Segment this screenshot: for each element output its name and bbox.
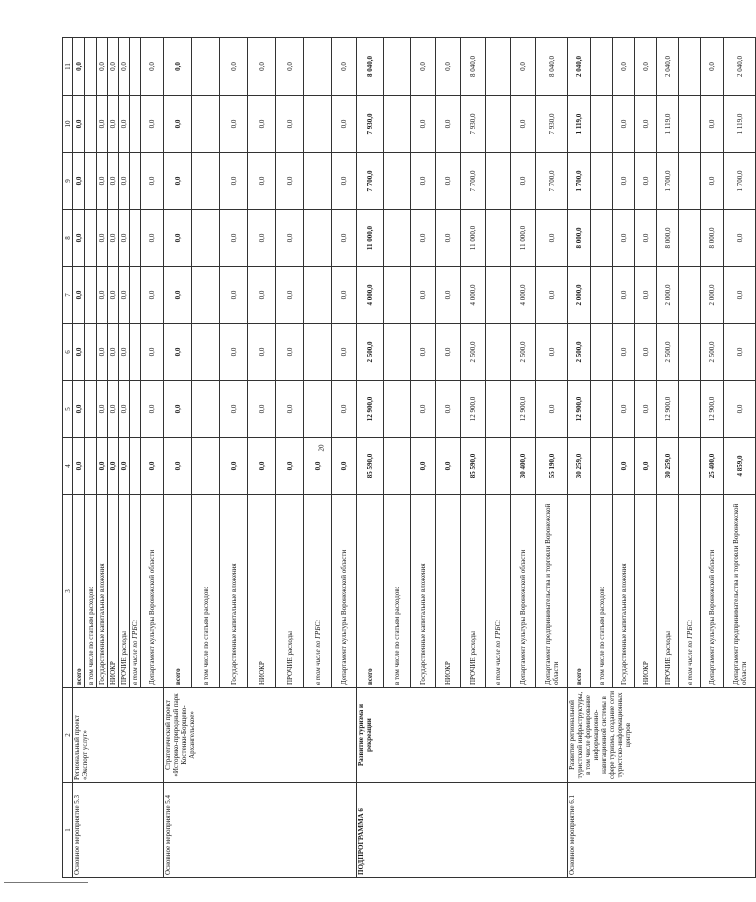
value-cell [304, 153, 332, 210]
table-row [164, 38, 192, 878]
header-cell-11: 11 [63, 38, 73, 96]
value-cell: 2 000,0 [657, 267, 679, 324]
expense-label-cell: НИОКР [635, 495, 657, 688]
value-cell [304, 324, 332, 381]
value-cell: 0,0 [119, 96, 130, 153]
value-cell [192, 153, 220, 210]
value-cell: 0,0 [220, 267, 248, 324]
value-cell: 0,0 [97, 324, 108, 381]
value-cell: 0,0 [141, 438, 164, 495]
value-cell [591, 38, 613, 96]
value-cell: 0,0 [108, 96, 119, 153]
table-row [568, 38, 591, 878]
value-cell: 0,0 [436, 210, 461, 267]
value-cell: 0,0 [332, 96, 357, 153]
value-cell: 2 000,0 [701, 267, 724, 324]
expense-label-cell: ПРОЧИЕ расходы [119, 495, 130, 688]
value-cell: 0,0 [108, 210, 119, 267]
value-cell: 0,0 [248, 38, 276, 96]
value-cell [486, 381, 511, 438]
value-cell: 0,0 [108, 438, 119, 495]
expense-label-cell: всего [164, 495, 192, 688]
budget-table [62, 37, 756, 878]
value-cell: 0,0 [332, 267, 357, 324]
value-cell: 1 700,0 [657, 153, 679, 210]
value-cell: 0,0 [635, 324, 657, 381]
value-cell [486, 438, 511, 495]
value-cell: 0,0 [276, 153, 304, 210]
value-cell: 0,0 [97, 153, 108, 210]
value-cell: 0,0 [220, 153, 248, 210]
header-cell-9: 9 [63, 153, 73, 210]
value-cell [130, 267, 141, 324]
header-cell-6: 6 [63, 324, 73, 381]
value-cell [679, 38, 701, 96]
value-cell: 0,0 [276, 210, 304, 267]
value-cell: 12 900,0 [657, 381, 679, 438]
expense-label-cell: Департамент культуры Воронежской области [701, 495, 724, 688]
value-cell [384, 153, 411, 210]
value-cell: 0,0 [108, 38, 119, 96]
value-cell: 0,0 [248, 210, 276, 267]
value-cell [85, 210, 97, 267]
value-cell [591, 96, 613, 153]
value-cell: 0,0 [411, 438, 436, 495]
expense-label-cell: Государственные капитальные вложения [411, 495, 436, 688]
value-cell: 7 700,0 [536, 153, 568, 210]
value-cell: 0,0 [701, 153, 724, 210]
value-cell [304, 210, 332, 267]
value-cell [192, 38, 220, 96]
value-cell: 0,0 [119, 153, 130, 210]
page-number: 20 [317, 444, 326, 452]
value-cell: 0,0 [164, 267, 192, 324]
value-cell: 0,0 [248, 381, 276, 438]
value-cell: 12 900,0 [701, 381, 724, 438]
value-cell: 0,0 [304, 438, 332, 495]
header-cell-10: 10 [63, 96, 73, 153]
value-cell: 2 000,0 [568, 267, 591, 324]
value-cell [192, 381, 220, 438]
value-cell [304, 267, 332, 324]
value-cell [192, 438, 220, 495]
value-cell: 0,0 [97, 38, 108, 96]
value-cell: 7 930,0 [536, 96, 568, 153]
value-cell [192, 210, 220, 267]
value-cell: 0,0 [220, 438, 248, 495]
value-cell: 0,0 [141, 267, 164, 324]
value-cell: 0,0 [97, 96, 108, 153]
value-cell: 0,0 [436, 153, 461, 210]
table-row [357, 38, 384, 878]
expense-label-cell: всего [568, 495, 591, 688]
value-cell: 0,0 [635, 153, 657, 210]
value-cell: 0,0 [141, 38, 164, 96]
value-cell: 7 700,0 [461, 153, 486, 210]
value-cell: 0,0 [332, 381, 357, 438]
value-cell: 0,0 [332, 210, 357, 267]
value-cell: 0,0 [724, 381, 756, 438]
value-cell: 0,0 [276, 438, 304, 495]
value-cell: 0,0 [635, 210, 657, 267]
value-cell [85, 381, 97, 438]
value-cell: 8 000,0 [657, 210, 679, 267]
value-cell: 0,0 [248, 153, 276, 210]
value-cell [130, 381, 141, 438]
value-cell: 0,0 [613, 38, 635, 96]
value-cell [486, 267, 511, 324]
value-cell: 11 000,0 [511, 210, 536, 267]
value-cell: 0,0 [436, 324, 461, 381]
value-cell: 0,0 [248, 267, 276, 324]
value-cell: 0,0 [613, 324, 635, 381]
value-cell: 0,0 [164, 38, 192, 96]
expense-label-cell: в том числе по статьям расходов: [85, 495, 97, 688]
header-cell-1: 1 [63, 783, 73, 878]
value-cell: 0,0 [119, 267, 130, 324]
value-cell: 2 500,0 [568, 324, 591, 381]
value-cell: 0,0 [119, 210, 130, 267]
value-cell: 0,0 [108, 153, 119, 210]
value-cell [486, 210, 511, 267]
value-cell: 0,0 [108, 381, 119, 438]
value-cell [85, 38, 97, 96]
value-cell [679, 267, 701, 324]
value-cell: 0,0 [276, 96, 304, 153]
value-cell: 30 259,0 [657, 438, 679, 495]
value-cell: 0,0 [332, 324, 357, 381]
value-cell [85, 267, 97, 324]
value-cell: 0,0 [411, 381, 436, 438]
value-cell [85, 96, 97, 153]
value-cell [591, 210, 613, 267]
value-cell: 0,0 [220, 38, 248, 96]
value-cell: 0,0 [119, 438, 130, 495]
value-cell: 0,0 [97, 381, 108, 438]
expense-label-cell: ПРОЧИЕ расходы [657, 495, 679, 688]
value-cell: 8 040,0 [461, 38, 486, 96]
value-cell: 8 000,0 [701, 210, 724, 267]
value-cell [591, 267, 613, 324]
value-cell: 0,0 [73, 210, 85, 267]
value-cell [679, 324, 701, 381]
value-cell: 1 119,0 [657, 96, 679, 153]
value-cell [85, 153, 97, 210]
value-cell: 0,0 [613, 267, 635, 324]
value-cell: 8 040,0 [357, 38, 384, 96]
value-cell [130, 96, 141, 153]
expense-label-cell: всего [357, 495, 384, 688]
value-cell: 0,0 [436, 381, 461, 438]
value-cell [384, 267, 411, 324]
value-cell: 0,0 [141, 324, 164, 381]
value-cell: 0,0 [119, 381, 130, 438]
value-cell: 0,0 [332, 38, 357, 96]
expense-label-cell: всего [73, 495, 85, 688]
value-cell: 0,0 [220, 210, 248, 267]
value-cell: 0,0 [73, 438, 85, 495]
value-cell: 2 040,0 [657, 38, 679, 96]
value-cell [304, 96, 332, 153]
value-cell: 0,0 [511, 96, 536, 153]
value-cell: 0,0 [141, 153, 164, 210]
value-cell: 0,0 [248, 324, 276, 381]
value-cell: 0,0 [119, 38, 130, 96]
expense-label-cell: Государственные капитальные вложения [613, 495, 635, 688]
value-cell: 0,0 [248, 438, 276, 495]
value-cell [486, 324, 511, 381]
value-cell: 0,0 [108, 267, 119, 324]
expense-label-cell: в том числе по ГРБС: [486, 495, 511, 688]
value-cell: 0,0 [276, 38, 304, 96]
value-cell: 0,0 [613, 381, 635, 438]
value-cell: 0,0 [141, 381, 164, 438]
value-cell [192, 96, 220, 153]
header-cell-5: 5 [63, 381, 73, 438]
value-cell: 0,0 [97, 267, 108, 324]
value-cell: 4 000,0 [357, 267, 384, 324]
value-cell [384, 438, 411, 495]
item-code-cell: Основное мероприятие 5.4 [164, 783, 357, 878]
item-code-cell: Основное мероприятие 5.3 [73, 783, 164, 878]
value-cell [486, 38, 511, 96]
value-cell: 1 119,0 [568, 96, 591, 153]
header-cell-3: 3 [63, 495, 73, 688]
value-cell [591, 381, 613, 438]
expense-label-cell: в том числе по ГРБС: [679, 495, 701, 688]
value-cell: 0,0 [332, 153, 357, 210]
expense-label-cell: Департамент предпринимательства и торговли Воронежской области [724, 495, 756, 688]
value-cell: 0,0 [164, 210, 192, 267]
value-cell: 55 190,0 [536, 438, 568, 495]
value-cell: 0,0 [141, 210, 164, 267]
value-cell: 0,0 [276, 381, 304, 438]
expense-label-cell: Департамент предпринимательства и торговли Воронежской области [536, 495, 568, 688]
value-cell: 7 700,0 [357, 153, 384, 210]
value-cell: 8 040,0 [536, 38, 568, 96]
value-cell: 0,0 [536, 210, 568, 267]
value-cell: 30 400,0 [511, 438, 536, 495]
value-cell [304, 38, 332, 96]
value-cell: 0,0 [411, 210, 436, 267]
value-cell: 11 000,0 [357, 210, 384, 267]
expense-label-cell: НИОКР [248, 495, 276, 688]
value-cell: 0,0 [536, 324, 568, 381]
value-cell [130, 210, 141, 267]
value-cell: 4 000,0 [461, 267, 486, 324]
expense-label-cell: ПРОЧИЕ расходы [276, 495, 304, 688]
value-cell: 0,0 [73, 38, 85, 96]
value-cell: 0,0 [73, 153, 85, 210]
value-cell: 0,0 [73, 324, 85, 381]
expense-label-cell: в том числе по статьям расходов: [591, 495, 613, 688]
value-cell: 0,0 [164, 324, 192, 381]
value-cell: 12 900,0 [568, 381, 591, 438]
value-cell [130, 38, 141, 96]
value-cell [591, 153, 613, 210]
value-cell: 2 500,0 [357, 324, 384, 381]
value-cell [591, 438, 613, 495]
value-cell [130, 153, 141, 210]
value-cell: 12 900,0 [511, 381, 536, 438]
value-cell: 0,0 [635, 381, 657, 438]
expense-label-cell: в том числе по статьям расходов: [192, 495, 220, 688]
value-cell: 0,0 [119, 324, 130, 381]
value-cell: 0,0 [511, 38, 536, 96]
expense-label-cell: НИОКР [108, 495, 119, 688]
value-cell: 0,0 [411, 38, 436, 96]
expense-label-cell: Департамент культуры Воронежской области [511, 495, 536, 688]
header-cell-2: 2 [63, 688, 73, 783]
expense-label-cell: Государственные капитальные вложения [97, 495, 108, 688]
value-cell: 12 900,0 [461, 381, 486, 438]
value-cell [130, 324, 141, 381]
value-cell: 0,0 [724, 267, 756, 324]
header-cell-7: 7 [63, 267, 73, 324]
value-cell: 8 000,0 [568, 210, 591, 267]
value-cell: 4 000,0 [511, 267, 536, 324]
value-cell: 0,0 [613, 96, 635, 153]
value-cell: 0,0 [613, 153, 635, 210]
value-cell: 0,0 [635, 438, 657, 495]
value-cell [591, 324, 613, 381]
expense-label-cell: Департамент культуры Воронежской области [141, 495, 164, 688]
value-cell: 0,0 [248, 96, 276, 153]
value-cell: 0,0 [635, 96, 657, 153]
value-cell: 0,0 [164, 381, 192, 438]
item-code-cell: ПОДПРОГРАММА 6 [357, 783, 568, 878]
expense-label-cell: Государственные капитальные вложения [220, 495, 248, 688]
value-cell: 0,0 [73, 381, 85, 438]
value-cell: 11 000,0 [461, 210, 486, 267]
value-cell: 0,0 [332, 438, 357, 495]
value-cell: 0,0 [220, 324, 248, 381]
value-cell [384, 96, 411, 153]
value-cell: 0,0 [276, 267, 304, 324]
header-cell-4: 4 [63, 438, 73, 495]
value-cell: 0,0 [436, 267, 461, 324]
value-cell: 0,0 [141, 96, 164, 153]
value-cell: 2 040,0 [568, 38, 591, 96]
value-cell: 1 700,0 [724, 153, 756, 210]
value-cell: 0,0 [701, 38, 724, 96]
value-cell [85, 438, 97, 495]
table-row [73, 38, 85, 878]
value-cell: 0,0 [536, 267, 568, 324]
value-cell: 0,0 [536, 381, 568, 438]
value-cell: 2 500,0 [657, 324, 679, 381]
value-cell: 0,0 [97, 210, 108, 267]
value-cell: 1 700,0 [568, 153, 591, 210]
value-cell [486, 96, 511, 153]
value-cell: 0,0 [73, 96, 85, 153]
value-cell: 0,0 [73, 267, 85, 324]
value-cell: 2 500,0 [701, 324, 724, 381]
value-cell [384, 38, 411, 96]
value-cell [679, 210, 701, 267]
value-cell: 2 500,0 [461, 324, 486, 381]
value-cell: 0,0 [613, 438, 635, 495]
value-cell: 25 400,0 [701, 438, 724, 495]
value-cell [679, 381, 701, 438]
item-title-cell: Развитие региональной туристской инфраструктуры, в том числе формирование информационно-навигационной системы в сфере туризма, создание сети туристско-информационных центров [568, 688, 756, 783]
value-cell: 0,0 [635, 267, 657, 324]
value-cell [384, 210, 411, 267]
value-cell: 30 259,0 [568, 438, 591, 495]
value-cell [679, 438, 701, 495]
value-cell: 0,0 [164, 438, 192, 495]
header-cell-8: 8 [63, 210, 73, 267]
value-cell: 0,0 [411, 153, 436, 210]
value-cell: 0,0 [411, 324, 436, 381]
value-cell: 0,0 [436, 96, 461, 153]
value-cell [304, 381, 332, 438]
value-cell: 0,0 [220, 381, 248, 438]
value-cell: 85 590,0 [357, 438, 384, 495]
expense-label-cell: НИОКР [436, 495, 461, 688]
rotated-page [62, 38, 748, 878]
value-cell: 0,0 [220, 96, 248, 153]
value-cell: 4 859,0 [724, 438, 756, 495]
value-cell: 0,0 [613, 210, 635, 267]
value-cell: 0,0 [724, 210, 756, 267]
value-cell [384, 381, 411, 438]
value-cell: 0,0 [701, 96, 724, 153]
value-cell [679, 96, 701, 153]
value-cell: 1 119,0 [724, 96, 756, 153]
item-title-cell: Развитие туризма и рекреации [357, 688, 568, 783]
value-cell [486, 153, 511, 210]
value-cell: 7 930,0 [461, 96, 486, 153]
value-cell: 0,0 [724, 324, 756, 381]
header-row [63, 38, 73, 878]
value-cell [679, 153, 701, 210]
value-cell: 0,0 [276, 324, 304, 381]
value-cell: 0,0 [635, 38, 657, 96]
expense-label-cell: в том числе по ГРБС: [130, 495, 141, 688]
value-cell: 0,0 [436, 38, 461, 96]
value-cell: 85 590,0 [461, 438, 486, 495]
value-cell [384, 324, 411, 381]
expense-label-cell: Департамент культуры Воронежской области [332, 495, 357, 688]
value-cell: 0,0 [97, 438, 108, 495]
footer-rule [4, 882, 88, 883]
value-cell: 2 500,0 [511, 324, 536, 381]
value-cell: 0,0 [436, 438, 461, 495]
value-cell: 0,0 [411, 96, 436, 153]
expense-label-cell: ПРОЧИЕ расходы [461, 495, 486, 688]
expense-label-cell: в том числе по статьям расходов: [384, 495, 411, 688]
item-title-cell: Региональный проект «Экспорт услуг» [73, 688, 164, 783]
value-cell: 0,0 [108, 324, 119, 381]
value-cell [130, 438, 141, 495]
item-title-cell: Стратегический проект «Историко-природный парк Костенки-Борщево-Архангельское» [164, 688, 357, 783]
value-cell: 0,0 [164, 153, 192, 210]
value-cell: 0,0 [511, 153, 536, 210]
value-cell: 0,0 [164, 96, 192, 153]
value-cell: 0,0 [411, 267, 436, 324]
value-cell: 2 040,0 [724, 38, 756, 96]
value-cell: 7 930,0 [357, 96, 384, 153]
value-cell: 12 900,0 [357, 381, 384, 438]
value-cell [192, 324, 220, 381]
value-cell [192, 267, 220, 324]
value-cell [85, 324, 97, 381]
expense-label-cell: в том числе по ГРБС: [304, 495, 332, 688]
item-code-cell: Основное мероприятие 6.1 [568, 783, 756, 878]
